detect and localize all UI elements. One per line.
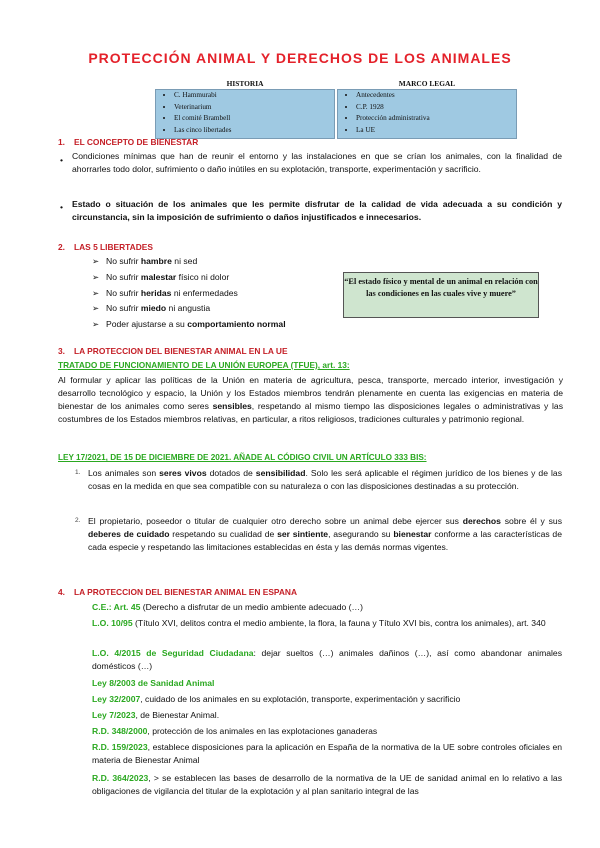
section-4-heading <box>58 586 297 599</box>
section-title: LA PROTECCION DEL BIENESTAR ANIMAL EN ESPANA <box>74 587 298 597</box>
marco-box <box>337 89 517 139</box>
rd-159-2023: R.D. 159/2023, establece disposiciones para la aplicación en España de la normativa de la UE sobre controles oficiales en materia de Bienestar Animal <box>92 742 563 765</box>
section-number: 2. <box>58 242 65 252</box>
freedom-item: ➢ No sufrir heridas ni enfermedades <box>92 287 238 298</box>
definition-quote: “El estado físico y mental de un animal en relación con las condiciones en las cuales vive y muere” <box>343 272 539 318</box>
rd-364-2023: R.D. 364/2023, > se establecen las bases de desarrollo de la normativa de la UE de sanidad animal en lo relativo a las obligaciones de vigilancia del titular de la explotación y al plan sanitario integral de las <box>92 773 563 796</box>
section-2-heading <box>58 241 153 254</box>
historia-item: • Las cinco libertades <box>174 125 334 137</box>
tfue-heading: TRATADO DE FUNCIONAMIENTO DE LA UNIÓN EUROPEA (TFUE), art. 13: <box>58 360 350 370</box>
rd-348-2000: R.D. 348/2000, protección de los animales en las explotaciones ganaderas <box>92 726 378 736</box>
bullet-dot: • <box>60 202 64 212</box>
section-title: EL CONCEPTO DE BIENESTAR <box>74 137 199 147</box>
marco-item: • Antecedentes <box>356 90 516 102</box>
arrow-icon: ➢ <box>92 256 100 266</box>
arrow-icon: ➢ <box>92 287 100 298</box>
section-title: LA PROTECCION DEL BIENESTAR ANIMAL EN LA UE <box>74 346 288 356</box>
point-number: 2. <box>75 517 81 524</box>
marco-heading: MARCO LEGAL <box>398 79 456 88</box>
section-3-heading <box>58 345 288 358</box>
article-point-1: 1. Los animales son seres vivos dotados de sensibilidad. Solo les será aplicable el régimen jurídico de los bienes y de las cosas en la medida en que sea compatible con su naturaleza o con las disposiciones destinadas a su protección. <box>75 468 562 491</box>
definition-1: Condiciones mínimas que han de reunir el entorno y las instalaciones en que se crían los animales, con la finalidad de ahorrarles todo dolor, sufrimiento o daño inútiles en su explotación, transporte, experimentación y sacrificio. <box>72 151 562 174</box>
section-number: 1. <box>58 137 65 147</box>
law-ce: C.E.: Art. 45 (Derecho a disfrutar de un medio ambiente adecuado (…) <box>92 602 363 612</box>
historia-item: • Veterinarium <box>174 102 334 114</box>
marco-item: • C.P. 1928 <box>356 102 516 114</box>
freedom-item: ➢ No sufrir malestar físico ni dolor <box>92 271 230 282</box>
marco-item: • La UE <box>356 125 516 137</box>
point-number: 1. <box>75 469 81 476</box>
marco-item: • Protección administrativa <box>356 113 516 125</box>
historia-item: • El comité Brambell <box>174 113 334 125</box>
article-point-2: 2. El propietario, poseedor o titular de cualquier otro derecho sobre un animal debe ejercer sus derechos sobre él y sus deberes de cuidado respetando su cualidad de ser sintiente, asegurando su bienestar conforme a las características de cada especie y respetando las limitaciones establecidas en ésta y las demás normas vigentes. <box>75 516 562 552</box>
tfue-paragraph: Al formular y aplicar las políticas de la Unión en materia de agricultura, pesca, transporte, mercado interior, investigación y desarrollo tecnológico y espacio, la Unión y los Estados miembros tendrán plenamente en cuenta las exigencias en materia de bienestar de los animales como seres sensibles, respetando al mismo tiempo las disposiciones legales o administrativas y las costumbres de los Estados miembros relativas, en particular, a ritos religiosos, tradiciones culturales y patrimonio regional. <box>58 375 563 424</box>
freedom-item: ➢ Poder ajustarse a su comportamiento normal <box>92 319 286 330</box>
law-8-2003: Ley 8/2003 de Sanidad Animal <box>92 678 215 688</box>
freedoms-list <box>92 255 286 334</box>
ley-heading: LEY 17/2021, DE 15 DE DICIEMBRE DE 2021. AÑADE AL CÓDIGO CIVIL UN ARTÍCULO 333 BIS: <box>58 453 427 462</box>
section-title: LAS 5 LIBERTADES <box>74 242 153 252</box>
historia-box <box>155 89 335 139</box>
historia-item: • C. Hammurabi <box>174 90 334 102</box>
page-title: PROTECCIÓN ANIMAL Y DERECHOS DE LOS ANIMALES <box>88 50 512 66</box>
freedom-item: ➢ No sufrir hambre ni sed <box>92 256 198 266</box>
arrow-icon: ➢ <box>92 319 100 330</box>
arrow-icon: ➢ <box>92 303 100 314</box>
marco-column <box>337 78 517 139</box>
section-number: 4. <box>58 587 65 597</box>
historia-heading: HISTORIA <box>226 79 264 88</box>
law-lo-4-2015: L.O. 4/2015 de Seguridad Ciudadana: dejar sueltos (…) animales dañinos (…), así como abandonar animales domésticos (…) <box>92 648 562 671</box>
law-lo-10-95: L.O. 10/95 (Título XVI, delitos contra el medio ambiente, la flora, la fauna y Título XVI bis, contra los animales), art. 340 <box>92 618 546 628</box>
law-7-2023: Ley 7/2023, de Bienestar Animal. <box>92 710 220 720</box>
section-number: 3. <box>58 346 65 356</box>
law-32-2007: Ley 32/2007, cuidado de los animales en su explotación, transporte, experimentación y sacrificio <box>92 694 461 704</box>
definition-2: Estado o situación de los animales que les permite disfrutar de la calidad de vida adecuada a su condición y circunstancia, sin la imposición de sufrimiento o daños injustificados e innecesarios. <box>72 199 562 222</box>
bullet-dot: • <box>60 155 64 165</box>
section-1-heading <box>58 136 198 149</box>
historia-column <box>155 78 335 139</box>
freedom-item: ➢ No sufrir miedo ni angustia <box>92 303 211 314</box>
arrow-icon: ➢ <box>92 271 100 282</box>
